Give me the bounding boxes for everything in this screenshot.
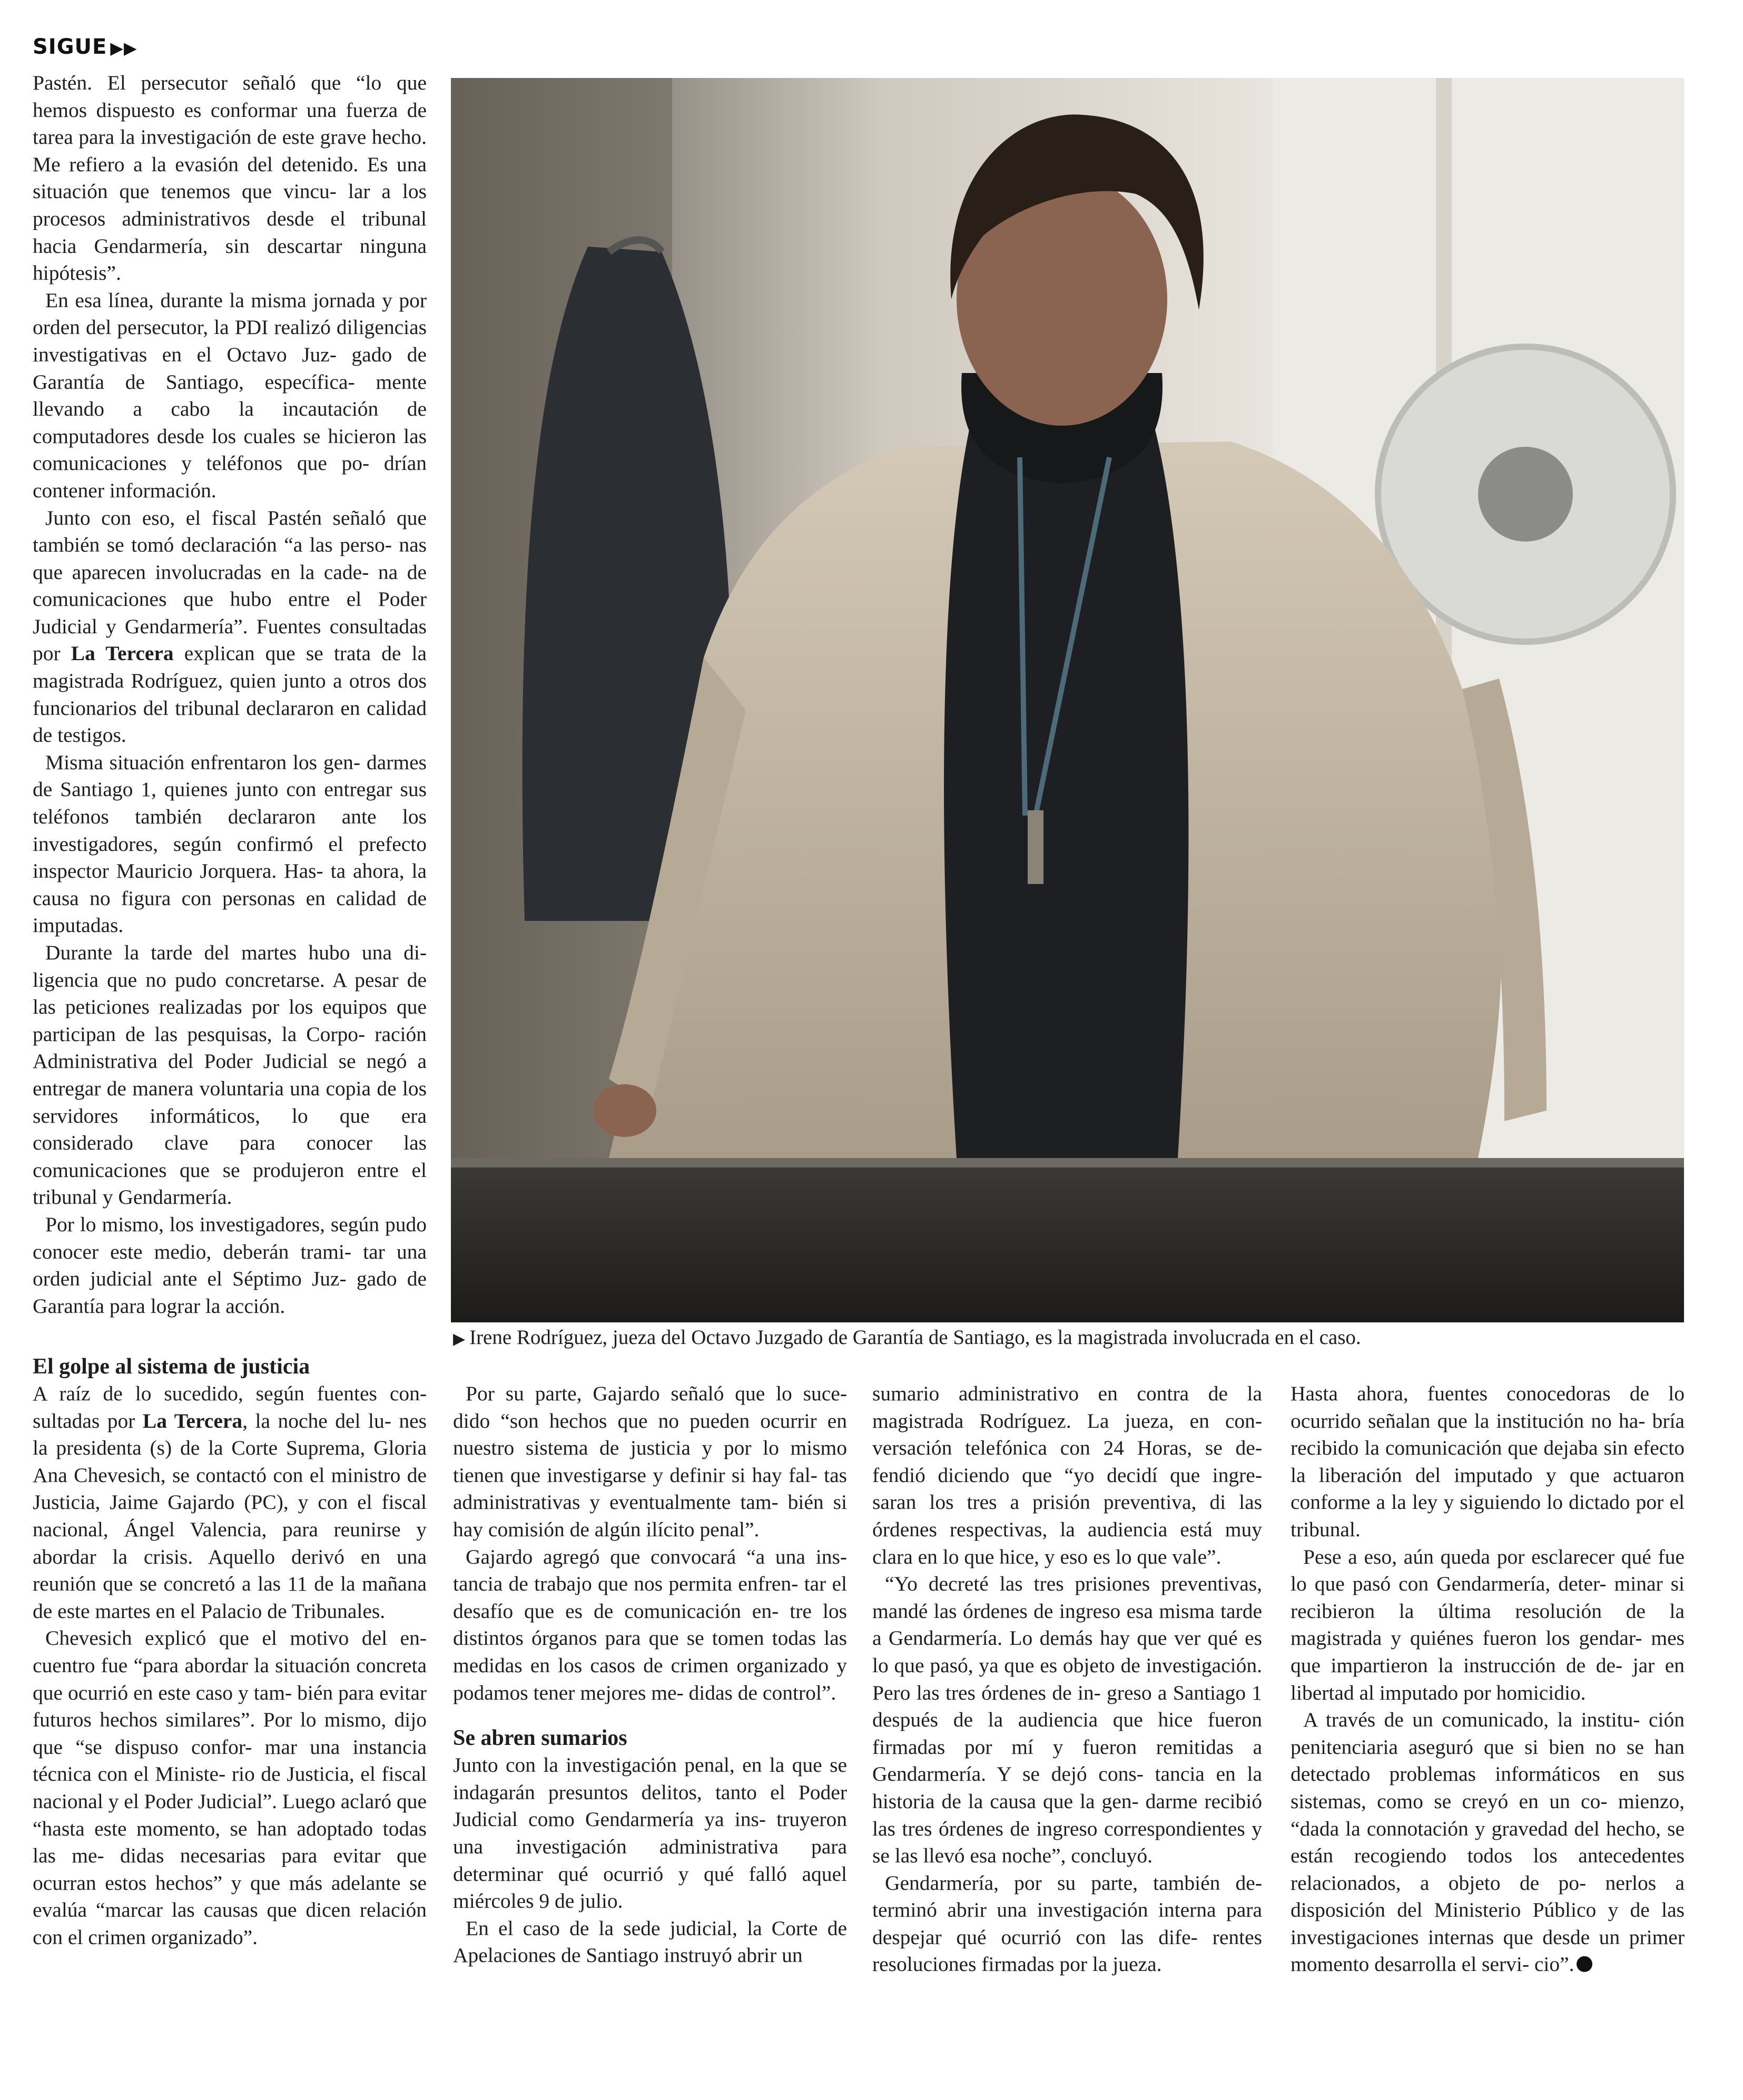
photo-caption [453, 1326, 1361, 1349]
paragraph: Por lo mismo, los investigadores, según pudo conocer este medio, deberán trami- tar una orden judicial ante el Séptimo Juz- gado de Garantía para lograr la acción. [33, 1212, 427, 1318]
paragraph: Pese a eso, aún queda por esclarecer qué fue lo que pasó con Gendarmería, deter- minar si recibieron la última resolución de la magistrada y quiénes fueron los gendar- mes que impartieron la instrucción de de- jar en libertad al imputado por homicidio. [1291, 1545, 1685, 1704]
paragraph: “Yo decreté las tres prisiones preventivas, mandé las órdenes de ingreso esa misma tarde a Gendarmería. Lo demás hay que ver qué es lo que pasó, ya que es objeto de investigación. Pero las tres órdenes de in- greso a Santiago 1 después de la audiencia que hice fueron firmadas por mí y fueron remitidas a Gendarmería. Y se dejó cons- tancia en la historia de la causa que la gen- darme recibió las tres órdenes de ingreso correspondientes y se las llevó esa noche”, concluyó. [872, 1572, 1262, 1868]
section-heading: El golpe al sistema de justicia [33, 1355, 310, 1379]
paragraph: Por su parte, Gajardo señaló que lo suce- dido “son hechos que no pueden ocurrir en nuestro sistema de justicia y por lo mismo tienen que investigarse y definir si hay fal- tas administrativas y eventualmente tam- bién si hay comisión de algún ilícito penal”. [453, 1382, 847, 1541]
paragraph: Misma situación enfrentaron los gen- darmes de Santiago 1, quienes junto con entregar sus teléfonos también declararon ante los investigadores, según confirmó el prefecto inspector Mauricio Jorquera. Has- ta ahora, la causa no figura con personas en calidad de imputadas. [33, 750, 427, 937]
article-photo [451, 78, 1684, 1322]
paragraph: Gendarmería, por su parte, también de- terminó abrir una investigación interna para despejar qué ocurrió con las dife- rentes resoluciones firmadas por la jueza. [872, 1871, 1262, 1976]
article-column-1-top [33, 70, 427, 1320]
paragraph: Pastén. El persecutor señaló que “lo que hemos dispuesto es conformar una fuerza de tarea para la investigación de este grave hecho. Me refiero a la evasión del detenido. Es una situación que tenemos que vincu- lar a los procesos administrativos desde el tribunal hacia Gendarmería, sin descartar ninguna hipótesis”. [33, 71, 427, 285]
caption-text: Irene Rodríguez, jueza del Octavo Juzgado de Garantía de Santiago, es la magistrada involucrada en el caso. [469, 1326, 1361, 1349]
paragraph: Junto con la investigación penal, en la que se indagarán presuntos delitos, tanto el Poder Judicial como Gendarmería ya ins- truyeron una investigación administrativa para determinar qué ocurrió y qué falló aquel miércoles 9 de julio. [453, 1753, 847, 1913]
paragraph: A través de un comunicado, la institu- ción penitenciaria aseguró que si bien no se han detectado problemas informáticos en sus sistemas, como se creyó en un co- mienzo, “dada la connotación y gravedad del hecho, se están recogiendo todos los antecedentes relacionados, a objeto de po- nerlos a disposición del Ministerio Público y de las investigaciones internas que desde un primer momento desarrolla el servi- cio”. [1291, 1708, 1685, 1976]
paragraph: A raíz de lo sucedido, según fuentes con- sultadas por La Tercera, la noche del lu- nes la presidenta (s) de la Corte Suprema, Gloria Ana Chevesich, se contactó con el ministro de Justicia, Jaime Gajardo (PC), y con el fiscal nacional, Ángel Valencia, para reunirse y abordar la crisis. Aquello derivó en una reunión que se concretó a las 11 de la mañana de este martes en el Palacio de Tribunales. [33, 1382, 427, 1623]
continue-text: SIGUE [33, 35, 107, 59]
paragraph: En el caso de la sede judicial, la Corte de Apelaciones de Santiago instruyó abrir un [453, 1916, 847, 1967]
double-arrow-icon: ▶▶ [110, 38, 137, 58]
paragraph: En esa línea, durante la misma jornada y por orden del persecutor, la PDI realizó diligencias investigativas en el Octavo Juz- gado de Garantía de Santiago, específica- mente llevando a cabo la incautación de computadores desde los cuales se hicieron las comunicaciones y teléfonos que po- drían contener información. [33, 288, 427, 502]
paragraph: sumario administrativo en contra de la magistrada Rodríguez. La jueza, en con- versación telefónica con 24 Horas, se de- fendió diciendo que “yo decidí que ingre- saran los tres a prisión preventiva, di las órdenes respectivas, la audiencia está muy clara en lo que hice, y eso es lo que vale”. [872, 1382, 1262, 1568]
end-of-article-icon [1577, 1956, 1592, 1972]
publication-name: La Tercera [142, 1409, 243, 1432]
continue-label [33, 35, 137, 59]
section-heading: Se abren sumarios [453, 1726, 627, 1751]
article-column-1-bottom [33, 1353, 427, 1951]
paragraph: Chevesich explicó que el motivo del en- cuentro fue “para abordar la situación concreta que ocurrió en este caso y tam- bién para evitar futuros hechos similares”. Por lo mismo, dijo que “se dispuso confor- mar una instancia técnica con el Ministe- rio de Justicia, el fiscal nacional y el Poder Judicial”. Luego aclaró que “hasta este momento, se han adoptado todas las me- didas necesarias para evitar que ocurran estos hechos” y que más adelante se evalúa “marcar las causas que dicen relación con el crimen organizado”. [33, 1626, 427, 1949]
article-column-4 [1291, 1380, 1685, 1978]
article-column-2 [453, 1380, 847, 1969]
paragraph: Gajardo agregó que convocará “a una ins- tancia de trabajo que nos permita enfren- tar el desafío que es de comunicación en- tre los distintos órganos para que se tomen todas las medidas en los casos de crimen organizado y podamos tener mejores me- didas de control”. [453, 1545, 847, 1704]
publication-name: La Tercera [71, 642, 174, 665]
article-column-3 [872, 1380, 1262, 1978]
paragraph: Junto con eso, el fiscal Pastén señaló que también se tomó declaración “a las perso- nas que aparecen involucradas en la cade- na de comunicaciones que hubo entre el Poder Judicial y Gendarmería”. Fuentes consultadas por La Tercera explican que se trata de la magistrada Rodríguez, quien junto a otros dos funcionarios del tribunal declararon en calidad de testigos. [33, 506, 427, 747]
paragraph: Hasta ahora, fuentes conocedoras de lo ocurrido señalan que la institución no ha- bría recibido la comunicación que dejaba sin efecto la liberación del imputado y que actuaron conforme a la ley y siguiendo lo dictado por el tribunal. [1291, 1382, 1685, 1541]
caption-arrow-icon: ▶ [453, 1330, 466, 1348]
paragraph: Durante la tarde del martes hubo una di- ligencia que no pudo concretarse. A pesar de las peticiones realizadas por los equipos que participan de las pesquisas, la Corpo- ración Administrativa del Poder Judicial se negó a entregar de manera voluntaria una copia de los servidores informáticos, lo que era considerado clave para conocer las comunicaciones que se produjeron entre el tribunal y Gendarmería. [33, 941, 427, 1209]
